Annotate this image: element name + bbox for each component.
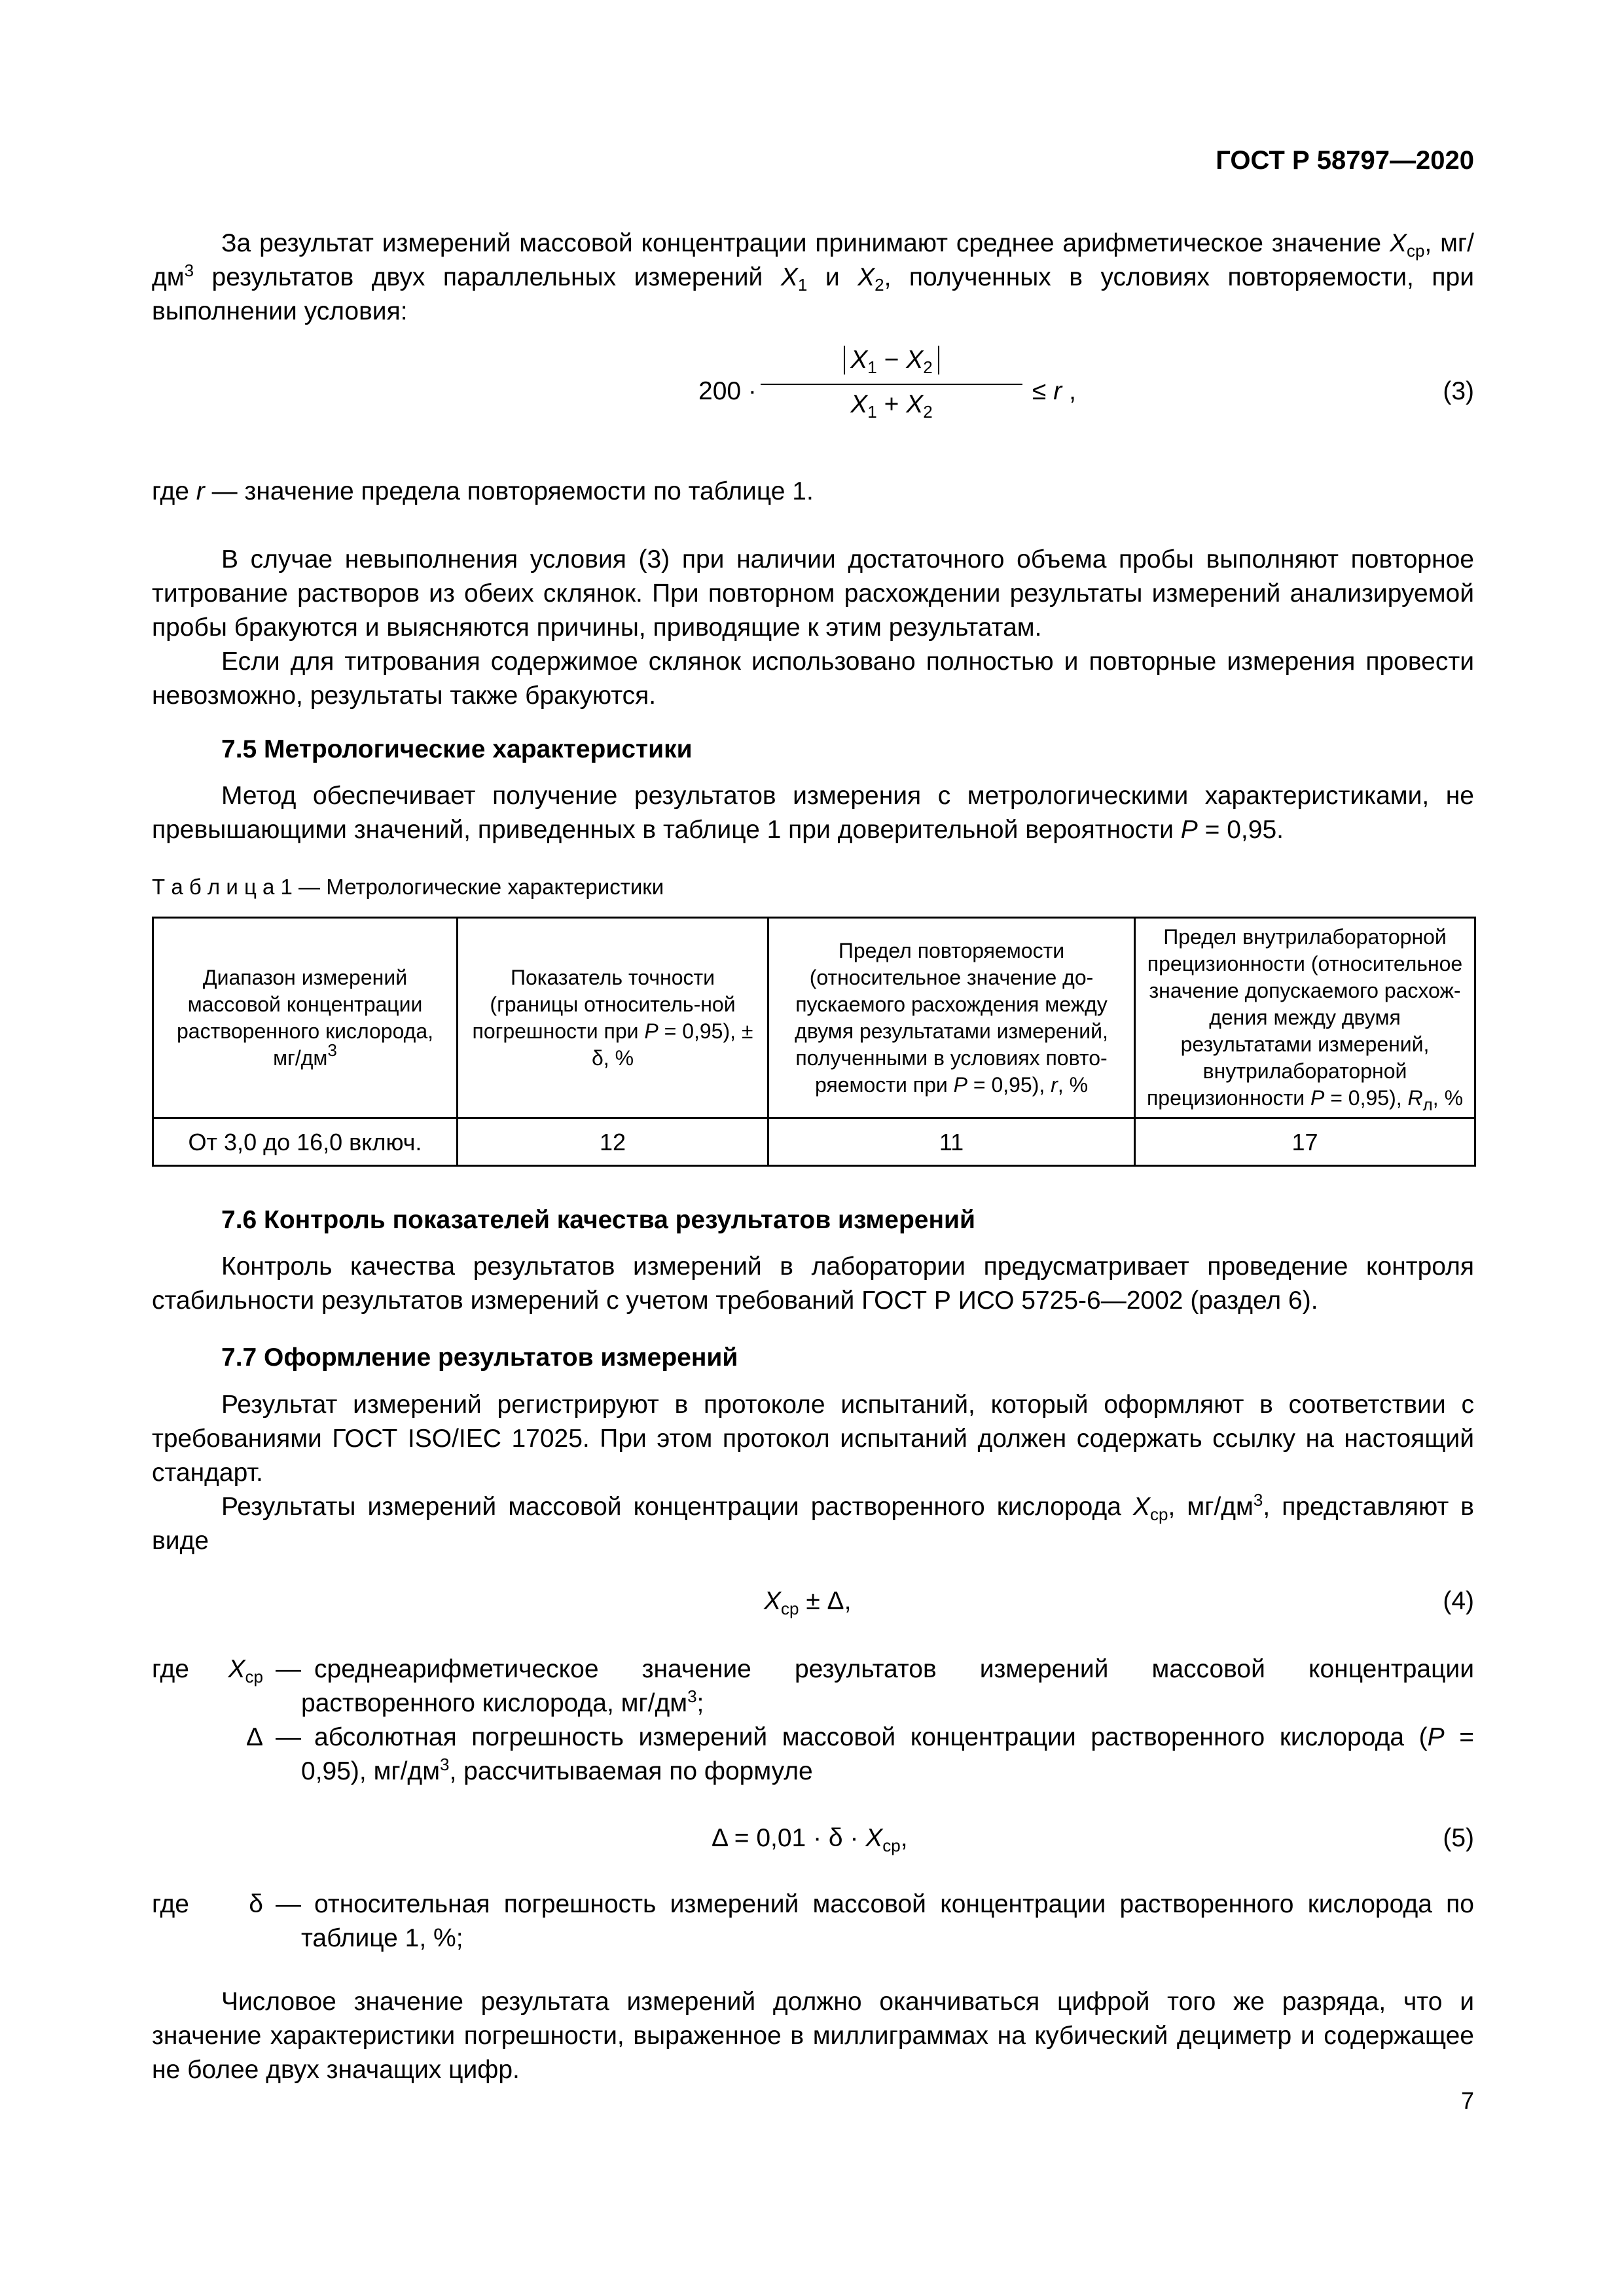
table-header-cell: Показатель точности (границы относитель-ной погрешности при P = 0,95), ± δ, % [458,918,768,1118]
table-cell-precision: 17 [1135,1118,1475,1166]
table-cell-range: От 3,0 до 16,0 включ. [153,1118,458,1166]
formula-3: 200 · $X_1 - X_2$ $X_1 + X_2$ ≤ r , (3) [698,346,1474,422]
section-heading-7-7: 7.7 Оформление результатов измерений [221,1343,738,1372]
table-caption: Т а б л и ц а 1 — Метрологические характеристики [152,875,664,899]
section-7-7-text: Результат измерений регистрируют в протоколе испытаний, который оформляют в соответствии с требованиями ГОСТ ISO/IEC 17025. При этом протокол испытаний должен содержать ссылку на настоящий стандарт. Результаты измерений массовой концентрации растворенного кислорода $X_{ср}$, $мг/дм^3$, представляют в виде [152,1391,1474,1555]
paragraph: В случае невыполнения условия (3) при наличии достаточного объема пробы выполняют повторное титрование растворов из обеих склянок. При повторном расхождении результаты измерений анализируемой пробы бракуются и выясняются причины, приводящие к этим результатам. [152,545,1474,642]
section-7-5-text: Метод обеспечивает получение результатов измерения с метрологическими характеристиками, не превышающими значений, приведенных в таблице 1 при доверительной вероятности P = 0,95. [152,782,1474,844]
metrology-table [152,917,1476,1167]
standard-designation: ГОСТ Р 58797—2020 [1216,146,1474,175]
repeat-paragraphs [152,543,1474,713]
table-header-cell: Предел внутрилабораторной прецизионности (относительное значение допускаемого расхож-дения между двумя результатами измерений, внутрилабораторной прецизионности P = 0,95), $R_л$, % [1135,918,1475,1118]
page-number: 7 [1460,2087,1474,2114]
legend-delta: Δ — абсолютная погрешность измерений массовой концентрации растворенного кислорода (P = 0,95), $мг/дм^3$, рассчитываемая по формуле [245,1723,1474,1785]
formula-4: $X_{ср} \pm \Delta$, (4) [764,1587,1474,1618]
fraction-bar [761,384,1022,385]
equation-number: (4) [1443,1587,1474,1615]
formula-5: $\Delta = 0,01 \cdot \delta \cdot X_{ср}$, (5) [712,1824,1474,1855]
table-row [153,1118,1475,1166]
table-header-row [153,918,1475,1118]
formula-3-denominator: $X_1 + X_2$ [850,390,933,422]
legend-delta-small: где δ — относительная погрешность измерений массовой концентрации растворенного кислорода по таблице 1, %; [152,1890,1474,1952]
legend-x-cp: где $X_{ср}$ — среднеарифметическое значение результатов измерений массовой концентрации растворенного кислорода, $мг/дм^3$; [152,1655,1474,1717]
table-header-cell: Диапазон измерений массовой концентрации растворенного кислорода, $мг/дм^3$ [153,918,458,1118]
table-cell-repeatability: 11 [768,1118,1135,1166]
section-heading-7-5: 7.5 Метрологические характеристики [221,735,693,763]
table-cell-accuracy: 12 [458,1118,768,1166]
section-heading-7-6: 7.6 Контроль показателей качества результатов измерений [221,1206,975,1234]
table-header-cell: Предел повторяемости (относительное значение до-пускаемого расхождения между двумя результатами измерений, полученными в условиях повто-ряемости при P = 0,95), r, % [768,918,1135,1118]
paragraph: Если для титрования содержимое склянок использовано полностью и повторные измерения провести невозможно, результаты также бракуются. [152,647,1474,710]
document-page [152,0,1474,2296]
intro-paragraph [152,227,1474,329]
final-paragraph: Числовое значение результата измерений должно оканчиваться цифрой того же разряда, что и значение характеристики погрешности, выраженное в миллиграммах на кубический дециметр и содержащее не более двух значащих цифр. [152,1988,1474,2084]
section-7-6-text: Контроль качества результатов измерений в лаборатории предусматривает проведение контроля стабильности результатов измерений с учетом требований ГОСТ Р ИСО 5725-6—2002 (раздел 6). [152,1252,1474,1315]
equation-number: (5) [1443,1824,1474,1852]
formula-3-numerator: $X_1 - X_2$ [757,346,1026,374]
intro-line: За результат измерений массовой концентрации принимают среднее арифметическое значение $X_{ср}$, $мг/дм^3$ результатов двух параллельных измерений $X_1$ и $X_2$, полученных в условиях повторяемости, при выполнении условия: [152,229,1474,325]
where-r: где r — значение предела повторяемости по таблице 1. [152,477,814,505]
equation-number: (3) [1443,377,1474,405]
